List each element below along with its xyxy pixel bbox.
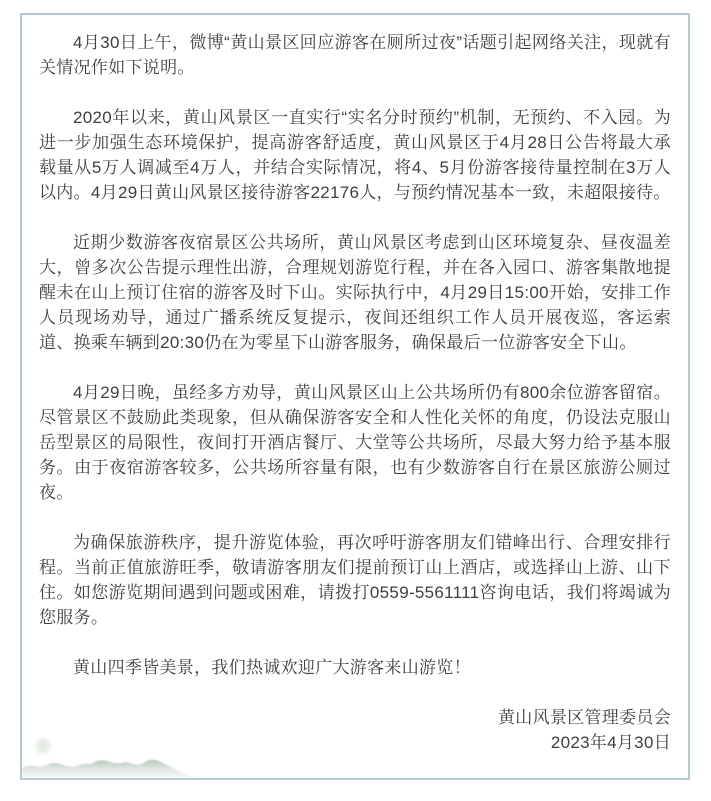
signature-author: 黄山风景区管理委员会 <box>498 708 671 727</box>
announcement-paragraph-welcome: 黄山四季皆美景，我们热诚欢迎广大游客来山游览！ <box>73 658 471 677</box>
announcement-paragraph-advice-hotline: 为确保旅游秩序，提升游览体验，再次呼吁游客朋友们错峰出行、合理安排行程。当前正值旅游旺季，敬请游客朋友们提前预订山上酒店，或选择山上游、山下住。如您游览期间遇到问题或困难，请拨打0559-5561111咨询电话，我们将竭诚为您服务。 <box>39 533 671 627</box>
announcement-paragraph-intro: 4月30日上午，微博“黄山景区回应游客在厕所过夜”话题引起网络关注，现就有关情况作如下说明。 <box>39 33 671 77</box>
announcement-paragraph-reservation-policy: 2020年以来，黄山风景区一直实行“实名分时预约”机制，无预约、不入园。为进一步加强生态环境保护，提高游客舒适度，黄山风景区于4月28日公告将最大承载量从5万人调减至4万人，并结合实际情况，将4、5月份游客接待量控制在3万人以内。4月29日黄山风景区接待游客22176人，与预约情况基本一致，未超限接待。 <box>39 108 671 202</box>
announcement-panel <box>20 13 690 780</box>
announcement-paragraph-night-measures: 近期少数游客夜宿景区公共场所，黄山风景区考虑到山区环境复杂、昼夜温差大，曾多次公告提示理性出游，合理规划游览行程，并在各入园口、游客集散地提醒未在山上预订住宿的游客及时下山。实际执行中，4月29日15:00开始，安排工作人员现场劝导，通过广播系统反复提示，夜间还组织工作人员开展夜巡，客运索道、换乘车辆到20:30仍在为零星下山游客服务，确保最后一位游客安全下山。 <box>39 233 671 352</box>
signature-date: 2023年4月30日 <box>550 733 671 752</box>
announcement-paragraph-overnight-guests: 4月29日晚，虽经多方劝导，黄山风景区山上公共场所仍有800余位游客留宿。尽管景区不鼓励此类现象，但从确保游客安全和人性化关怀的角度，仍设法克服山岳型景区的局限性，夜间打开酒店餐厅、大堂等公共场所，尽最大努力给予基本服务。由于夜宿游客较多，公共场所容量有限，也有少数游客自行在景区旅游公厕过夜。 <box>39 383 671 502</box>
mountain-ridge-icon <box>22 760 204 778</box>
announcement-body <box>22 15 688 755</box>
